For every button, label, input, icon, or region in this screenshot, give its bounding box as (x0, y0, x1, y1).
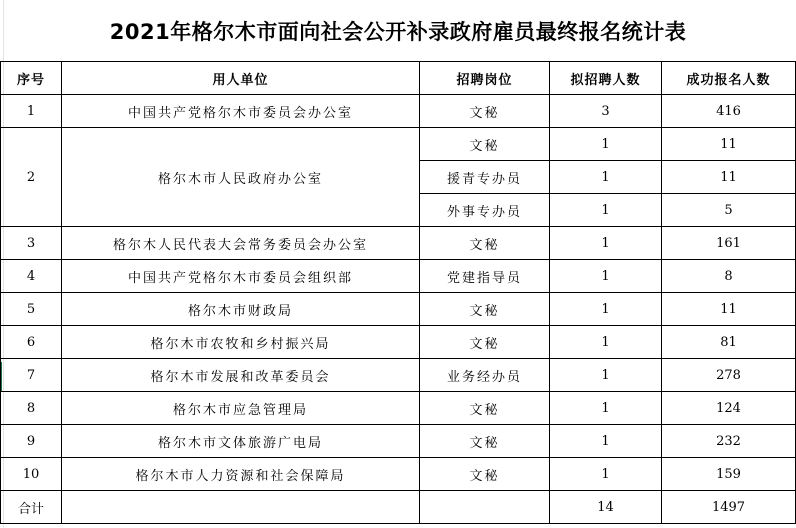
header-row (1, 62, 796, 95)
cell-position[interactable]: 党建指导员 (420, 260, 550, 293)
cell-position[interactable]: 业务经办员 (420, 359, 550, 392)
cell-applied[interactable]: 11 (662, 128, 796, 161)
cell-planned[interactable]: 1 (550, 392, 662, 425)
cell-unit[interactable]: 格尔木市应急管理局 (62, 392, 420, 425)
total-unit-empty[interactable] (62, 491, 420, 524)
cell-position[interactable]: 文秘 (420, 458, 550, 491)
total-position-empty[interactable] (420, 491, 550, 524)
cell-seq[interactable]: 5 (1, 293, 62, 326)
table-row (1, 359, 796, 392)
table-row (1, 293, 796, 326)
cell-planned[interactable]: 1 (550, 128, 662, 161)
page-title: 2021年格尔木市面向社会公开补录政府雇员最终报名统计表 (109, 19, 687, 44)
cell-unit[interactable]: 格尔木市农牧和乡村振兴局 (62, 326, 420, 359)
cell-seq[interactable]: 6 (1, 326, 62, 359)
header-seq[interactable]: 序号 (1, 62, 62, 95)
cell-position[interactable]: 文秘 (420, 326, 550, 359)
cell-unit[interactable]: 格尔木市人力资源和社会保障局 (62, 458, 420, 491)
cell-applied[interactable]: 81 (662, 326, 796, 359)
cell-seq[interactable]: 3 (1, 227, 62, 260)
cell-unit[interactable]: 格尔木人民代表大会常务委员会办公室 (62, 227, 420, 260)
cell-applied[interactable]: 161 (662, 227, 796, 260)
cell-applied[interactable]: 159 (662, 458, 796, 491)
cell-unit[interactable]: 格尔木市人民政府办公室 (62, 128, 420, 227)
cell-position[interactable]: 援青专办员 (420, 161, 550, 194)
cell-position[interactable]: 文秘 (420, 392, 550, 425)
cell-seq[interactable]: 2 (1, 128, 62, 227)
cell-planned[interactable]: 1 (550, 227, 662, 260)
cell-applied[interactable]: 416 (662, 95, 796, 128)
table-row (1, 260, 796, 293)
cell-position[interactable]: 外事专办员 (420, 194, 550, 227)
cell-applied[interactable]: 8 (662, 260, 796, 293)
cell-unit[interactable]: 中国共产党格尔木市委员会组织部 (62, 260, 420, 293)
cell-position[interactable]: 文秘 (420, 293, 550, 326)
cell-planned[interactable]: 1 (550, 161, 662, 194)
cell-seq[interactable]: 8 (1, 392, 62, 425)
cell-unit[interactable]: 格尔木市财政局 (62, 293, 420, 326)
cell-seq[interactable]: 9 (1, 425, 62, 458)
cell-unit[interactable]: 中国共产党格尔木市委员会办公室 (62, 95, 420, 128)
cell-applied[interactable]: 11 (662, 161, 796, 194)
cell-applied[interactable]: 278 (662, 359, 796, 392)
table-row (1, 392, 796, 425)
cell-unit[interactable]: 格尔木市发展和改革委员会 (62, 359, 420, 392)
cell-seq[interactable]: 7 (1, 359, 62, 392)
total-label[interactable]: 合计 (1, 491, 62, 524)
header-unit[interactable]: 用人单位 (62, 62, 420, 95)
cell-position[interactable]: 文秘 (420, 227, 550, 260)
cell-planned[interactable]: 1 (550, 425, 662, 458)
cell-seq[interactable]: 1 (1, 95, 62, 128)
table-row (1, 326, 796, 359)
cell-planned[interactable]: 1 (550, 293, 662, 326)
cell-applied[interactable]: 124 (662, 392, 796, 425)
registration-table (0, 61, 796, 524)
cell-applied[interactable]: 11 (662, 293, 796, 326)
title-cell[interactable] (0, 0, 796, 62)
cell-position[interactable]: 文秘 (420, 128, 550, 161)
cell-position[interactable]: 文秘 (420, 425, 550, 458)
cell-applied[interactable]: 232 (662, 425, 796, 458)
cell-planned[interactable]: 1 (550, 458, 662, 491)
header-applied[interactable]: 成功报名人数 (662, 62, 796, 95)
cell-applied[interactable]: 5 (662, 194, 796, 227)
total-planned[interactable]: 14 (550, 491, 662, 524)
cell-planned[interactable]: 1 (550, 359, 662, 392)
table-row (1, 227, 796, 260)
cell-seq[interactable]: 4 (1, 260, 62, 293)
cell-position[interactable]: 文秘 (420, 95, 550, 128)
header-planned[interactable]: 拟招聘人数 (550, 62, 662, 95)
cell-planned[interactable]: 1 (550, 326, 662, 359)
cell-seq[interactable]: 10 (1, 458, 62, 491)
cell-planned[interactable]: 1 (550, 194, 662, 227)
table-row (1, 128, 796, 161)
table-row (1, 425, 796, 458)
total-applied[interactable]: 1497 (662, 491, 796, 524)
table-row (1, 458, 796, 491)
cell-unit[interactable]: 格尔木市文体旅游广电局 (62, 425, 420, 458)
total-row (1, 491, 796, 524)
cell-planned[interactable]: 1 (550, 260, 662, 293)
header-position[interactable]: 招聘岗位 (420, 62, 550, 95)
cell-planned[interactable]: 3 (550, 95, 662, 128)
table-row (1, 95, 796, 128)
